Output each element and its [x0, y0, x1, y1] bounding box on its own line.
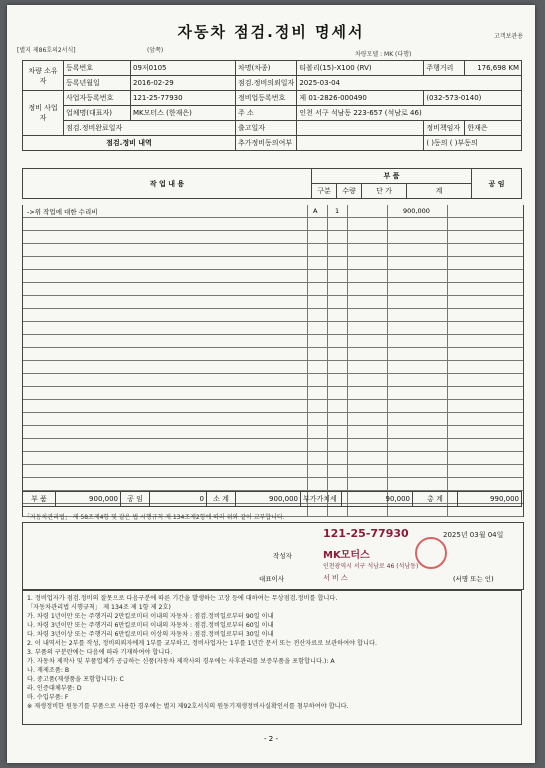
note-line: 가. 자동차 제작사 및 부품업체가 공급하는 신품(자동차 제작사의 경우에는 사후관리를 보증부품을 포함합니다.): A — [27, 658, 335, 665]
labor-total: 0 — [150, 492, 207, 507]
shop-reg: 제 01-2826-000490 — [297, 91, 424, 106]
grand-total-label: 총 계 — [413, 492, 458, 507]
work-row — [23, 439, 523, 452]
labor-total-label: 공 임 — [121, 492, 150, 507]
copy-label: 고객보관용 — [494, 33, 523, 40]
work-row — [23, 270, 523, 283]
work-qty: 1 — [335, 207, 340, 215]
note-line: ※ 재생정비한 원동기를 부품으로 사용한 경우에는 별지 제92호서식의 원동기재생정비사실확인서를 첨부하여야 합니다. — [27, 703, 349, 710]
shop-name: MK모터스 (한재은) — [131, 106, 236, 121]
work-row — [23, 413, 523, 426]
document-page — [7, 5, 535, 763]
work-row — [23, 452, 523, 465]
done-date-label: 점검.정비완료일자 — [64, 121, 236, 136]
notes-block — [22, 590, 522, 725]
col-unit: 단 가 — [362, 184, 407, 199]
col-work: 작 업 내 용 — [23, 169, 312, 199]
note-line: 나. 차령 3년이만 또는 주행거리 6만킬로미터 이내의 자동차 : 점검.정비일로부터 60일 이내 — [27, 622, 274, 629]
sign-date: 2025년 03월 04일 — [443, 531, 504, 539]
work-header — [22, 168, 522, 199]
parts-total: 900,000 — [56, 492, 121, 507]
bizno: 121-25-77930 — [131, 91, 236, 106]
note-line: 라. 인증대체부품: D — [27, 685, 82, 692]
work-row — [23, 361, 523, 374]
work-row — [23, 231, 523, 244]
work-div: A — [313, 207, 318, 215]
inspect-date: 2025-03-04 — [297, 76, 522, 91]
work-row — [23, 296, 523, 309]
out-date-label: 출고일자 — [236, 121, 297, 136]
sign-address: 인천광역시 서구 석남로 46 (석남동) — [323, 563, 419, 570]
sign-bizno: 121-25-77930 — [323, 527, 409, 540]
note-line: 1. 정비업자가 점검.정비의 잘못으로 다음구분에 따른 기간을 발생하는 고장 등에 대하여는 무상점검.정비를 합니다. — [27, 595, 338, 602]
work-row — [23, 426, 523, 439]
grand-total: 990,000 — [458, 492, 522, 507]
work-row — [23, 244, 523, 257]
ceo-label: 대표이사 — [259, 575, 285, 583]
model: 티볼리(15)-X100 (RV) — [297, 61, 424, 76]
signature-block — [22, 522, 524, 590]
note-line: 다. 중고품(재생품을 포함합니다): C — [27, 676, 124, 683]
note-line: 가. 차령 1년이만 또는 주행거리 2만킬로미터 이내의 자동차 : 점검.정비일로부터 90일 이내 — [27, 613, 274, 620]
work-total: 900,000 — [403, 207, 430, 215]
work-row — [23, 478, 523, 491]
form-number: [별지 제86호의2서식] — [17, 47, 76, 54]
subtotal: 900,000 — [236, 492, 301, 507]
inspect-date-label: 점검.정비의뢰일자 — [236, 76, 297, 91]
shop-address: 인천 서구 석남동 223-657 (석남로 46) — [297, 106, 522, 121]
col-labor: 공 임 — [472, 169, 522, 199]
col-parts: 부 품 — [312, 169, 472, 184]
shop-section-label: 정비 사업자 — [23, 91, 64, 136]
document-title: 자동차 점검.정비 명세서 — [177, 23, 365, 41]
work-row — [23, 400, 523, 413]
page-number: - 2 - — [264, 735, 278, 743]
reg-date: 2016-02-29 — [131, 76, 236, 91]
company-seal — [415, 537, 447, 569]
note-line: 다. 차령 3년이상 또는 주행거리 6만킬로미터 이상의 자동차 : 점검.정비일로부터 30일 이내 — [27, 631, 274, 638]
work-row — [23, 257, 523, 270]
totals-table — [22, 491, 522, 507]
model-label: 차명(차종) — [236, 61, 297, 76]
col-div: 구분 — [312, 184, 337, 199]
note-line: 「자동차관리법 시행규칙」 제 134조 제 1항 제 2호) — [27, 604, 171, 611]
bizno-label: 사업자등록번호 — [64, 91, 131, 106]
reg-date-label: 등록년월일 — [64, 76, 131, 91]
mileage: 176,698 KM — [465, 61, 522, 76]
note-line: 3. 부품의 구분란에는 다음에 따라 기재하여야 합니다. — [27, 649, 173, 656]
writer-label: 작성자 — [273, 552, 292, 560]
extra-consent-options: ( )동의 ( )부동의 — [424, 136, 522, 151]
law-text: 「자동차관리법」 제 58조제4항 및 같은 법 시행규칙 제 134조제2항에 따라 위와 같이 교부합니다. — [24, 514, 285, 521]
note-line: 나. 재제조품: B — [27, 667, 70, 674]
form-side: (앞쪽) — [147, 47, 164, 54]
car-model-label: 차량모델 : MK (다행) — [355, 51, 412, 58]
work-rows — [22, 205, 524, 517]
work-row — [23, 335, 523, 348]
work-row — [23, 374, 523, 387]
shop-name-label: 업체명(대표자) — [64, 106, 131, 121]
work-row — [23, 218, 523, 231]
detail-label: 점검.정비 내역 — [23, 136, 236, 151]
note-line: 2. 이 내역서는 2부를 작성, 정비의뢰자에게 1부를 교부하고, 정비사업자는 1부를 1년간 문서 또는 전산자료로 보관하여야 합니다. — [27, 640, 377, 647]
extra-consent-label: 추가정비동의여부 — [236, 136, 297, 151]
col-qty: 수량 — [337, 184, 362, 199]
work-row — [23, 283, 523, 296]
reg-no: 09저0105 — [131, 61, 236, 76]
work-row — [23, 309, 523, 322]
sign-company: MK모터스 — [323, 550, 370, 561]
sign-or-seal: (서명 또는 인) — [453, 575, 494, 583]
reg-no-label: 등록번호 — [64, 61, 131, 76]
manager-label: 정비책임자 — [424, 121, 465, 136]
tax-label: 부가가치세 — [301, 492, 342, 507]
col-total: 계 — [407, 184, 472, 199]
tax: 90,000 — [342, 492, 413, 507]
subtotal-label: 소 계 — [207, 492, 236, 507]
owner-section-label: 차량 소유자 — [23, 61, 64, 91]
work-row — [23, 348, 523, 361]
shop-reg-label: 정비업등록번호 — [236, 91, 297, 106]
shop-phone: (032-573-0140) — [424, 91, 522, 106]
addr-label: 주 소 — [236, 106, 297, 121]
manager: 한재은 — [465, 121, 522, 136]
vehicle-info-table — [22, 60, 522, 151]
note-line: 마. 수입부품: F — [27, 694, 69, 701]
sign-rep: 서 비 스 — [323, 574, 348, 582]
work-row — [23, 387, 523, 400]
parts-total-label: 부 품 — [23, 492, 56, 507]
work-row — [23, 465, 523, 478]
mileage-label: 주행거리 — [424, 61, 465, 76]
work-desc: ->위 작업에 대한 수리비 — [27, 208, 98, 216]
work-row — [23, 322, 523, 335]
work-row — [23, 205, 523, 218]
